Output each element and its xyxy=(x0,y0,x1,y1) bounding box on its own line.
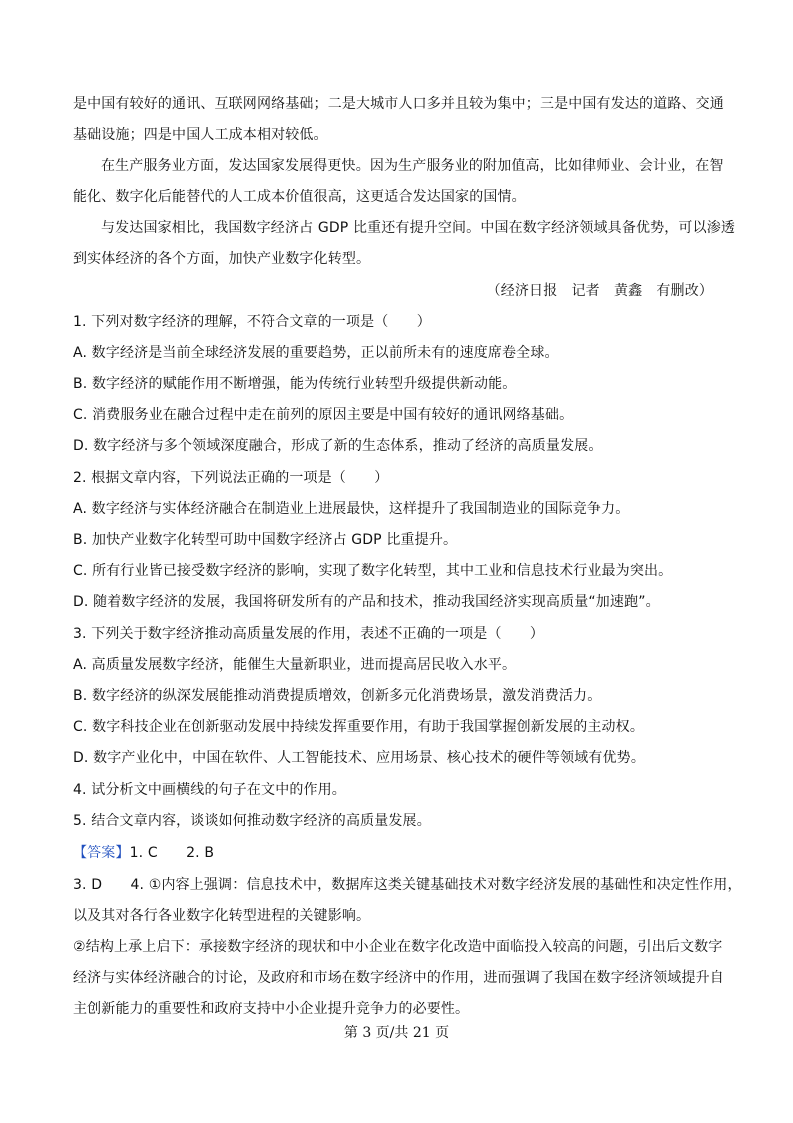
article-line: 在生产服务业方面，发达国家发展得更快。因为生产服务业的附加值高，比如律师业、会计业，在智 xyxy=(101,158,724,174)
article-source: （经济日报 记者 黄鑫 有删改） xyxy=(486,283,713,299)
answer-tag: 【答案】 xyxy=(73,845,130,861)
question-3-option-a: A. 高质量发展数字经济，能催生大量新职业，进而提高居民收入水平。 xyxy=(73,657,517,673)
answer-line: ②结构上承上启下：承接数字经济的现状和中小企业在数字化改造中面临投入较高的问题，引出后文数字 xyxy=(73,939,723,955)
question-3-option-c: C. 数字科技企业在创新驱动发展中持续发挥重要作用，有助于我国掌握创新发展的主动权。 xyxy=(73,719,644,735)
answer-line: 3. D 4. ①内容上强调：信息技术中，数据库这类关键基础技术对数字经济发展的基础性和决定性作用， xyxy=(73,877,742,893)
question-2-stem: 2. 根据文章内容，下列说法正确的一项是（ ） xyxy=(73,470,389,486)
question-2-option-c: C. 所有行业皆已接受数字经济的影响，实现了数字化转型，其中工业和信息技术行业最为突出。 xyxy=(73,563,673,579)
question-1-option-a: A. 数字经济是当前全球经济发展的重要趋势，正以前所未有的速度席卷全球。 xyxy=(73,345,559,361)
question-2-option-d: D. 随着数字经济的发展，我国将研发所有的产品和技术，推动我国经济实现高质量“加速跑”。 xyxy=(73,594,660,610)
question-2-option-a: A. 数字经济与实体经济融合在制造业上进展最快，这样提升了我国制造业的国际竞争力。 xyxy=(73,501,630,517)
question-3-option-b: B. 数字经济的纵深发展能推动消费提质增效，创新多元化消费场景，激发消费活力。 xyxy=(73,688,602,704)
article-line: 是中国有较好的通讯、互联网网络基础；二是大城市人口多并且较为集中；三是中国有发达的道路、交通 xyxy=(73,96,724,112)
question-1-option-b: B. 数字经济的赋能作用不断增强，能为传统行业转型升级提供新动能。 xyxy=(73,376,517,392)
question-3-stem: 3. 下列关于数字经济推动高质量发展的作用，表述不正确的一项是（ ） xyxy=(73,626,545,642)
article-line: 到实体经济的各个方面，加快产业数字化转型。 xyxy=(73,251,371,267)
answer-line: 主创新能力的重要性和政府支持中小企业提升竞争力的必要性。 xyxy=(73,1001,470,1017)
answer-line: 以及其对各行各业数字化转型进程的关键影响。 xyxy=(73,908,371,924)
article-line: 与发达国家相比，我国数字经济占 GDP 比重还有提升空间。中国在数字经济领域具备优势，可以渗透 xyxy=(101,220,736,236)
answer-line xyxy=(73,843,733,863)
question-3-option-d: D. 数字产业化中，中国在软件、人工智能技术、应用场景、核心技术的硬件等领域有优势。 xyxy=(73,750,645,766)
answer-line: 经济与实体经济融合的讨论，及政府和市场在数字经济中的作用，进而强调了我国在数字经济领域提升自 xyxy=(73,970,724,986)
article-line: 能化、数字化后能替代的人工成本价值很高，这更适合发达国家的国情。 xyxy=(73,189,526,205)
question-1-option-c: C. 消费服务业在融合过程中走在前列的原因主要是中国有较好的通讯网络基础。 xyxy=(73,407,574,423)
question-5: 5. 结合文章内容，谈谈如何推动数字经济的高质量发展。 xyxy=(73,813,431,829)
article-line: 基础设施；四是中国人工成本相对较低。 xyxy=(73,127,328,143)
question-1-stem: 1. 下列对数字经济的理解，不符合文章的一项是（ ） xyxy=(73,314,431,330)
answer-values: 1. C 2. B xyxy=(129,845,215,861)
question-1-option-d: D. 数字经济与多个领域深度融合，形成了新的生态体系，推动了经济的高质量发展。 xyxy=(73,438,603,454)
page-footer: 第 3 页/共 21 页 xyxy=(343,1025,450,1041)
question-2-option-b: B. 加快产业数字化转型可助中国数字经济占 GDP 比重提升。 xyxy=(73,532,458,548)
question-4: 4. 试分析文中画横线的句子在文中的作用。 xyxy=(73,782,346,798)
